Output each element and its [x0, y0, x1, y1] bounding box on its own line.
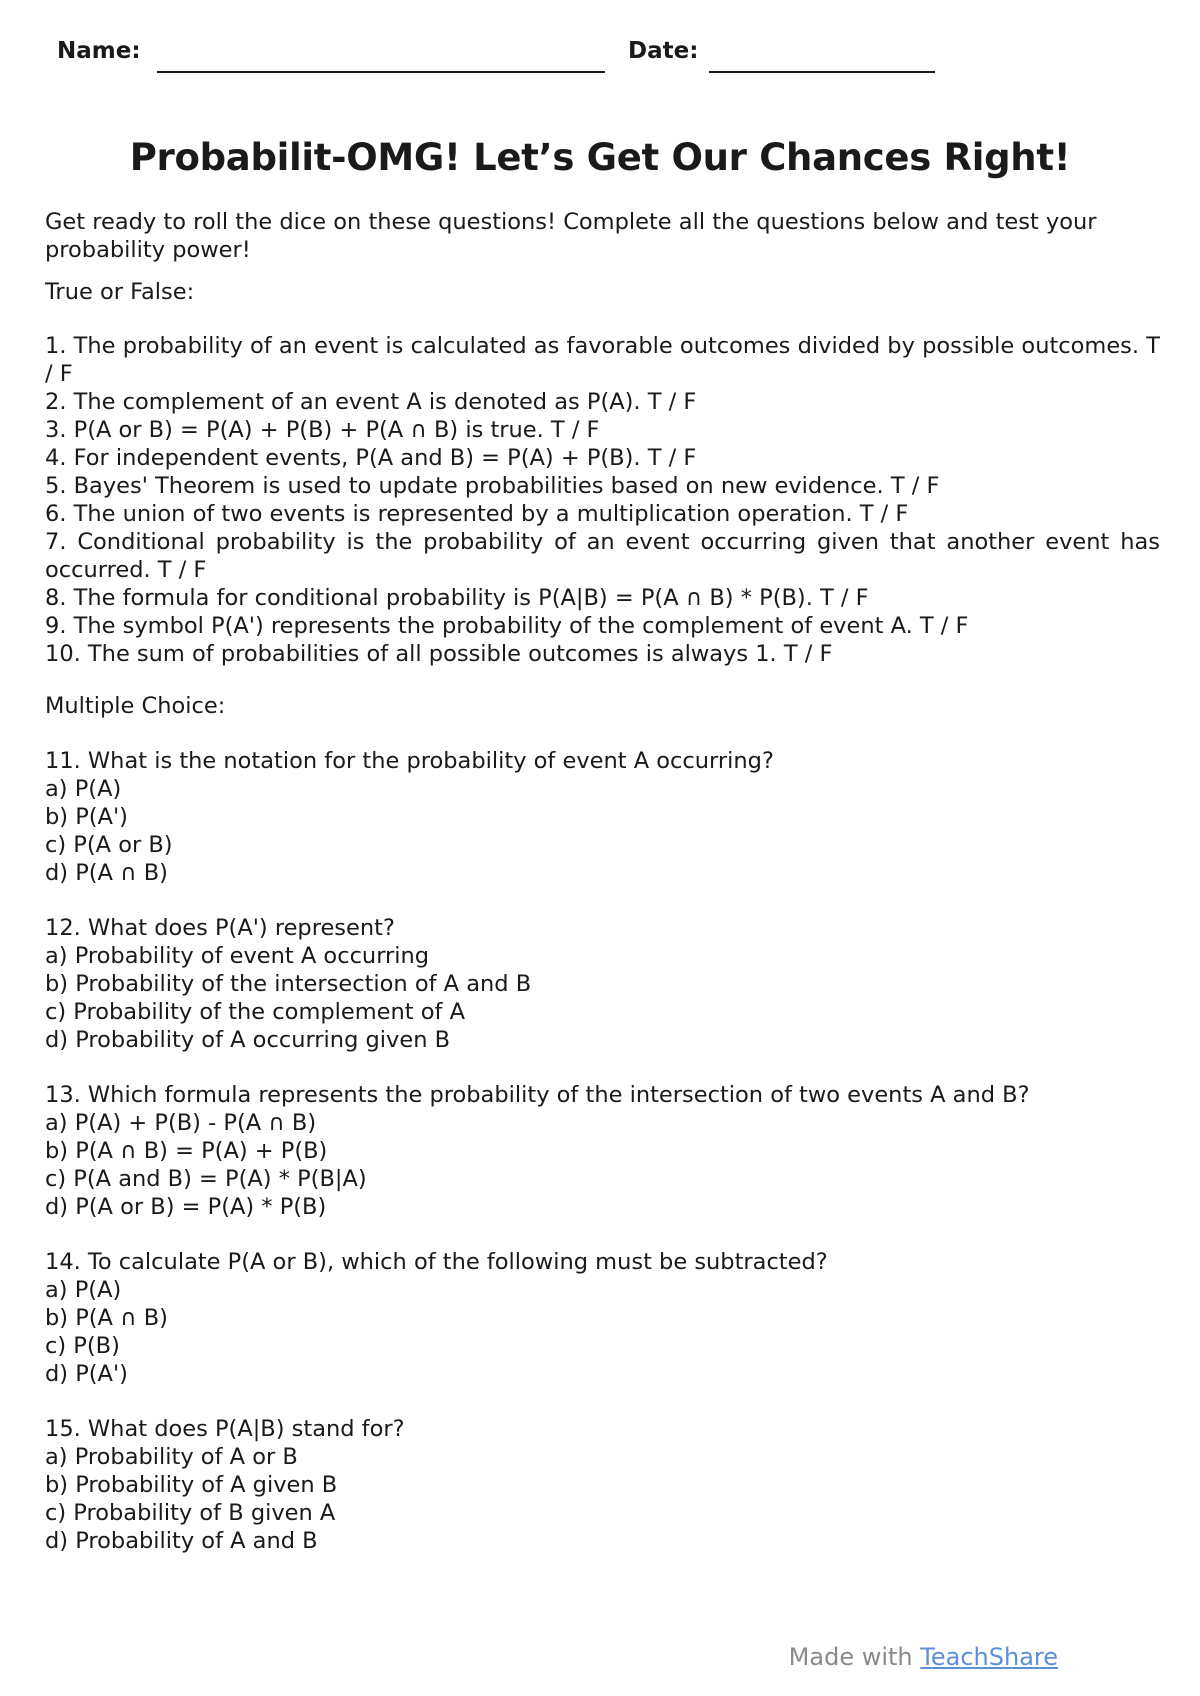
true-false-item: 7. Conditional probability is the probability of an event occurring given that another event has occurred. T / F — [45, 529, 1160, 583]
mc-option: b) P(A ∩ B) — [45, 1305, 168, 1331]
mc-option: d) P(A') — [45, 1361, 128, 1387]
true-false-item: 10. The sum of probabilities of all possible outcomes is always 1. T / F — [45, 641, 833, 667]
mc-option: c) Probability of B given A — [45, 1500, 336, 1526]
mc-options — [45, 1276, 1160, 1388]
mc-options — [45, 775, 1160, 887]
multiple-choice-heading: Multiple Choice: — [45, 693, 226, 719]
mc-question-block — [45, 1415, 1160, 1555]
true-false-item: 5. Bayes' Theorem is used to update probabilities based on new evidence. T / F — [45, 473, 940, 499]
true-false-item: 1. The probability of an event is calculated as favorable outcomes divided by possible outcomes. T / F — [45, 333, 1160, 387]
true-false-item: 3. P(A or B) = P(A) + P(B) + P(A ∩ B) is true. T / F — [45, 417, 600, 443]
footer-credit — [789, 1643, 1058, 1671]
date-label: Date: — [628, 38, 699, 64]
mc-option: a) P(A) — [45, 1277, 122, 1303]
mc-options — [45, 1443, 1160, 1555]
true-false-item: 2. The complement of an event A is denoted as P(A). T / F — [45, 389, 697, 415]
true-false-heading: True or False: — [45, 279, 195, 305]
mc-question-block — [45, 1081, 1160, 1221]
mc-option: b) P(A') — [45, 804, 128, 830]
header — [57, 38, 937, 78]
mc-option: b) P(A ∩ B) = P(A) + P(B) — [45, 1138, 328, 1164]
page-title: Probabilit-OMG! Let’s Get Our Chances Right! — [129, 136, 1071, 179]
teachshare-link[interactable]: TeachShare — [920, 1643, 1058, 1671]
mc-option: a) P(A) + P(B) - P(A ∩ B) — [45, 1110, 317, 1136]
true-false-item: 9. The symbol P(A') represents the probability of the complement of event A. T / F — [45, 613, 969, 639]
intro-text: Get ready to roll the dice on these questions! Complete all the questions below and test your probability power! — [45, 209, 1097, 263]
mc-question: 13. Which formula represents the probability of the intersection of two events A and B? — [45, 1082, 1030, 1108]
true-false-list — [45, 332, 1160, 668]
mc-option: a) Probability of event A occurring — [45, 943, 430, 969]
mc-option: c) P(A or B) — [45, 832, 173, 858]
mc-option: a) P(A) — [45, 776, 122, 802]
footer-prefix: Made with — [788, 1643, 913, 1671]
true-false-item: 8. The formula for conditional probability is P(A|B) = P(A ∩ B) * P(B). T / F — [45, 585, 869, 611]
mc-option: d) P(A or B) = P(A) * P(B) — [45, 1194, 327, 1220]
mc-option: c) Probability of the complement of A — [45, 999, 465, 1025]
mc-question: 11. What is the notation for the probability of event A occurring? — [45, 748, 774, 774]
mc-option: a) Probability of A or B — [45, 1444, 298, 1470]
mc-option: c) P(A and B) = P(A) * P(B|A) — [45, 1166, 367, 1192]
mc-question-block — [45, 1248, 1160, 1388]
mc-question-block — [45, 914, 1160, 1054]
mc-option: c) P(B) — [45, 1333, 120, 1359]
mc-question-block — [45, 747, 1160, 887]
mc-option: d) Probability of A occurring given B — [45, 1027, 451, 1053]
mc-options — [45, 942, 1160, 1054]
date-field-line — [709, 71, 935, 73]
true-false-item: 6. The union of two events is represented by a multiplication operation. T / F — [45, 501, 909, 527]
true-false-item: 4. For independent events, P(A and B) = P(A) + P(B). T / F — [45, 445, 697, 471]
mc-question: 14. To calculate P(A or B), which of the following must be subtracted? — [45, 1249, 828, 1275]
mc-option: b) Probability of the intersection of A and B — [45, 971, 532, 997]
mc-question: 15. What does P(A|B) stand for? — [45, 1416, 405, 1442]
mc-question: 12. What does P(A') represent? — [45, 915, 395, 941]
worksheet-content — [45, 208, 1160, 1555]
mc-option: d) Probability of A and B — [45, 1528, 318, 1554]
mc-option: b) Probability of A given B — [45, 1472, 338, 1498]
name-label: Name: — [57, 38, 141, 64]
mc-options — [45, 1109, 1160, 1221]
mc-option: d) P(A ∩ B) — [45, 860, 168, 886]
name-field-line — [157, 71, 605, 73]
